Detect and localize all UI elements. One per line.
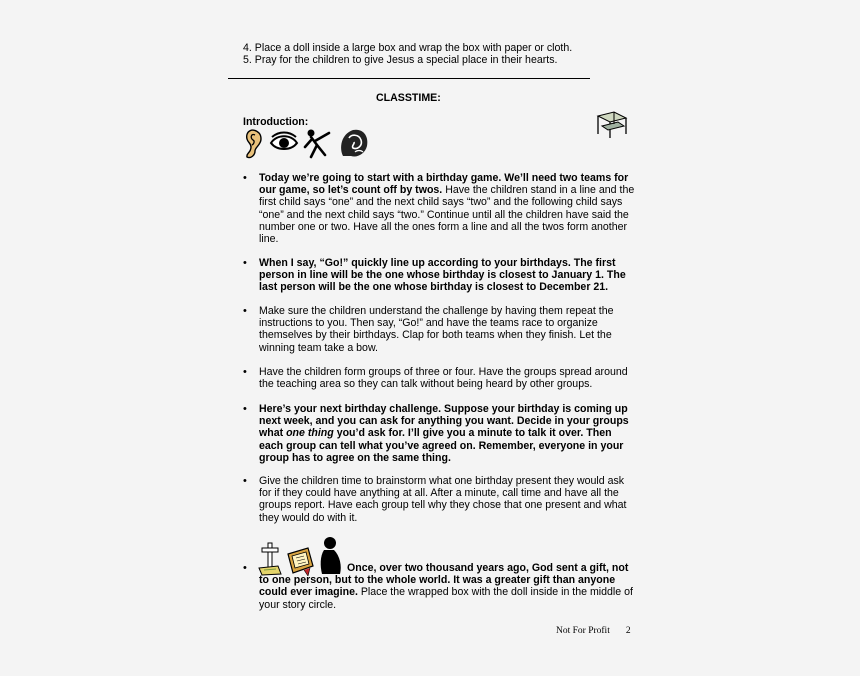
page-number: 2 <box>625 626 631 636</box>
section-divider <box>228 78 590 79</box>
bullet-marker: • <box>243 172 247 184</box>
bullet-text: Place the wrapped box with the doll inside in the middle of your story circle. <box>259 586 633 611</box>
bullet-text: Have the children form groups of three or four. Have the groups spread around the teaching area so they can talk without being heard by other groups. <box>259 366 628 391</box>
bullet-marker: • <box>243 366 247 378</box>
prep-step: 4. Place a doll inside a large box and wrap the box with paper or cloth. <box>243 42 573 54</box>
prep-step: 5. Pray for the children to give Jesus a special place in their hearts. <box>243 54 558 67</box>
introduction-label: Introduction: <box>243 116 309 128</box>
ear-icon <box>243 127 265 159</box>
thinking-head-icon <box>337 126 371 160</box>
bullet-marker: • <box>243 475 247 487</box>
bullet-text: Have the children stand in a line and the first child says “one” and the next child says “two” and the following child says “one” and the next child says “two.” Continue until all the children have said the number one or two. Have all the ones form a line and all the twos form another line. <box>259 184 635 246</box>
footer-text: Not For Profit <box>556 626 610 636</box>
bullet-text: Make sure the children understand the challenge by having them repeat the instructions to you. Then say, “Go!” and have the teams race to organize themselves by their birthdays. Clap for both teams when they finish. Let the winning team take a bow. <box>259 305 614 354</box>
bullet-bold-text: Here’s your next birthday challenge. Suppose your birthday is coming up next week, and you can ask for anything you want. Decide in your groups what <box>259 403 629 440</box>
bullet-text: Give the children time to brainstorm what one birthday present they would ask for if they could have anything at all. After a minute, call time and have all the groups report. Have each group tell why they chose that one present and what they would do with it. <box>259 475 627 524</box>
bullet-bold-text: Once, over two thousand years ago, God sent a gift, not to one person, but to the whole world. It was a greater gift than anyone could ever imagine. <box>259 562 629 599</box>
bullet-bold-text: you’d ask for. I’ll give you a minute to talk it over. Then each group can tell what you’ve agreed on. Remember, everyone in your group has to agree on the same thing. <box>259 427 624 464</box>
prep-steps-list <box>243 42 572 66</box>
bullet-marker: • <box>243 562 247 574</box>
page-footer <box>556 626 631 636</box>
activity-icons <box>243 126 371 160</box>
bullet-marker: • <box>243 403 247 415</box>
person-stretching-icon <box>303 127 333 159</box>
bullet-bold-text: When I say, “Go!” quickly line up according to your birthdays. The first person in line will be the one whose birthday is closest to January 1. The last person will be the one whose birthday is closest to December 21. <box>259 257 626 294</box>
bullet-marker: • <box>243 257 247 269</box>
school-desk-icon <box>594 110 630 145</box>
section-heading: CLASSTIME: <box>376 92 441 104</box>
bullet-marker: • <box>243 305 247 317</box>
eye-icon <box>269 131 299 155</box>
bullet-bold-text: Today we’re going to start with a birthday game. We’ll need two teams for our game, so let’s count off by twos. <box>259 172 629 197</box>
bullet-italic-text: one thing <box>286 427 334 440</box>
